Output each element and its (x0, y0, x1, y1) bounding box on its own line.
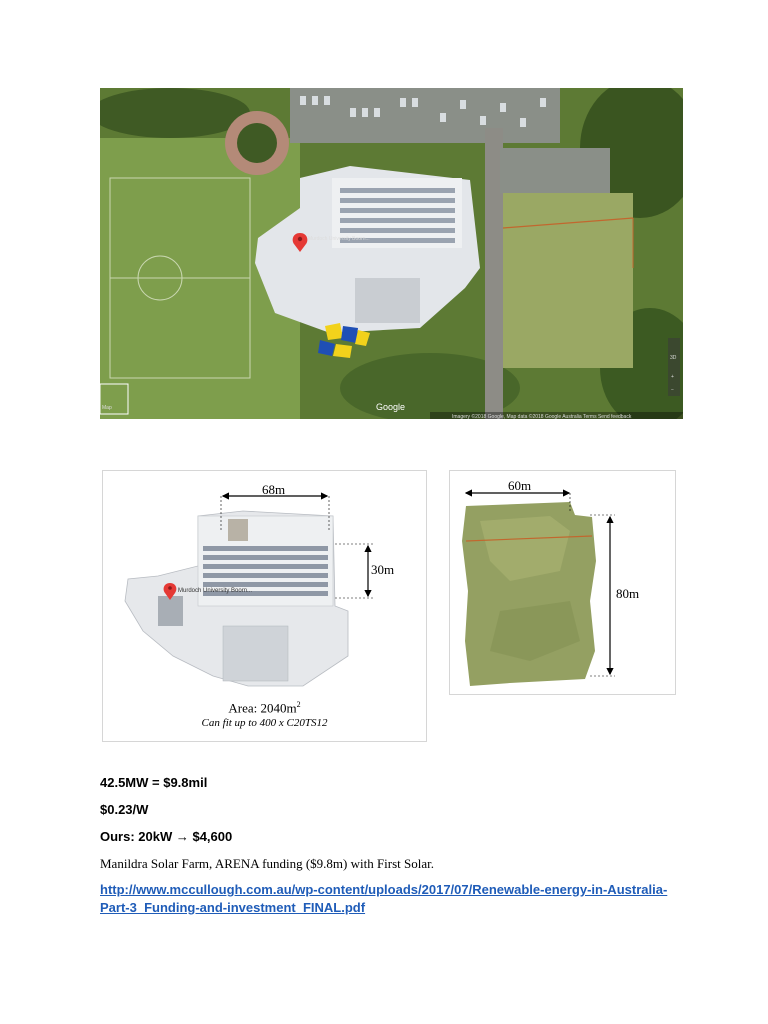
google-logo: Google (376, 402, 406, 412)
manildra-note: Manildra Solar Farm, ARENA funding ($9.8m) with First Solar. (100, 856, 435, 871)
panel-capacity-note: Can fit up to 400 x C20TS12 (201, 717, 328, 729)
map-type-toggle-label[interactable]: Map (102, 405, 112, 411)
building-height-label: 30m (371, 562, 395, 577)
capacity-cost-line: 42.5MW = $9.8mil (100, 775, 208, 790)
field-dimensions-figure (449, 470, 676, 695)
map-marker-label: Murdoch University Boorn... (308, 236, 370, 242)
map-3d-button[interactable]: 3D (670, 355, 677, 361)
map-zoom-out-button[interactable]: − (671, 387, 674, 393)
building-marker-label: Murdoch University Boorn... (178, 588, 253, 594)
cost-per-watt-line: $0.23/W (100, 802, 149, 817)
aerial-satellite-image (100, 88, 683, 419)
building-dimensions-figure (102, 470, 427, 742)
funding-report-link[interactable]: http://www.mccullough.com.au/wp-content/uploads/2017/07/Renewable-energy-in-Australia- Part-3_Funding-and-investment_FINAL.pdf (100, 882, 668, 915)
field-height-label: 80m (616, 586, 640, 601)
building-area-label: Area: $2040m^2$ (228, 700, 301, 716)
our-cost-line: Ours: 20kW → $4,600 (100, 829, 233, 844)
building-width-label: 68m (262, 482, 286, 497)
map-attribution[interactable]: Imagery ©2018 Google, Map data ©2018 Google Australia Terms Send feedback (452, 414, 632, 419)
field-width-label: 60m (508, 478, 532, 493)
right-arrow-icon: → (175, 829, 189, 844)
map-zoom-in-button[interactable]: + (671, 374, 674, 380)
